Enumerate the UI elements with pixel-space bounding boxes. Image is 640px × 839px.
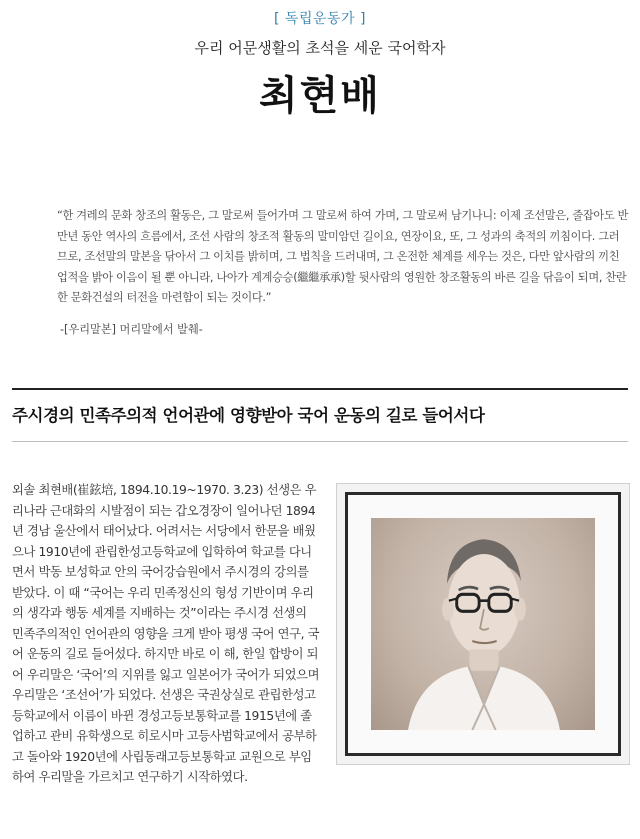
article-body-text: 외솔 최현배(崔鉉培, 1894.10.19~1970. 3.23) 선생은 우리나라 근대화의 시발점이 되는 갑오경장이 일어나던 1894년 경남 울산에서 태어났다. 어려서는 서당에서 한문을 배웠으나 1910년에 관립한성고등학교에 입학하여 학교를 다니면서 박동 보성학교 안의 국어강습원에서 주시경의 강의를 받았다. 이 때 “국어는 우리 민족정신의 형성 기반이며 우리의 생각과 행동 세계를 지배하는 것”이라는 주시경 선생의 민족주의적인 언어관의 영향을 크게 받아 평생 국어 연구, 국어 운동의 길로 들어섰다. 하지만 바로 이 해, 한일 합방이 되어 우리말은 ‘국어’의 지위를 잃고 일본어가 국어가 되었으며 우리말은 ‘조선어’가 되었다. 선생은 국권상실로 관립한성고등학교에서 이름이 바뀐 경성고등보통학교를 1915년에 졸업하고 관비 유학생으로 히로시마 고등사범학교에서 공부하고 돌아와 1920년에 사립동래고등보통학교 교원으로 부임하여 우리말을 가르치고 연구하기 시작하였다. xyxy=(12,483,320,784)
section-top-divider xyxy=(12,388,628,390)
category-label: [ 독립운동가 ] xyxy=(274,11,366,27)
page-title: 최현배 xyxy=(259,72,381,119)
portrait-photo xyxy=(371,518,595,730)
section-heading: 주시경의 민족주의적 언어관에 영향받아 국어 운동의 길로 들어서다 xyxy=(12,406,485,425)
portrait-illustration xyxy=(371,518,595,730)
portrait-frame xyxy=(336,483,630,765)
page-subtitle: 우리 어문생활의 초석을 세운 국어학자 xyxy=(194,39,446,57)
section-bottom-divider xyxy=(12,441,628,442)
quote-text: “한 겨레의 문화 창조의 활동은, 그 말로써 들어가며 그 말로써 하여 가며, 그 말로써 남기나니: 이제 조선말은, 줄잡아도 반만년 동안 역사의 흐름에서, 조선 사람의 창조적 활동의 말미암던 길이요, 연장이요, 또, 그 성과의 축적의 끼침이다. 그러므로, 조선말의 말본을 닦아서 그 이치를 밝히며, 그 법칙을 드러내며, 그 온전한 체계를 세우는 것은, 다만 앞사람의 끼친 업적을 밝아 이음이 될 뿐 아니라, 나아가 계계승승(繼繼承承)할 뒷사람의 영원한 창조활동의 바른 길을 닦음이 되며, 찬란한 문화건설의 터전을 마련함이 되는 것이다.” xyxy=(57,209,629,304)
quote-source: -[우리말본] 머리말에서 발췌- xyxy=(60,323,203,336)
article-body xyxy=(12,480,630,788)
portrait-mat xyxy=(345,492,621,756)
